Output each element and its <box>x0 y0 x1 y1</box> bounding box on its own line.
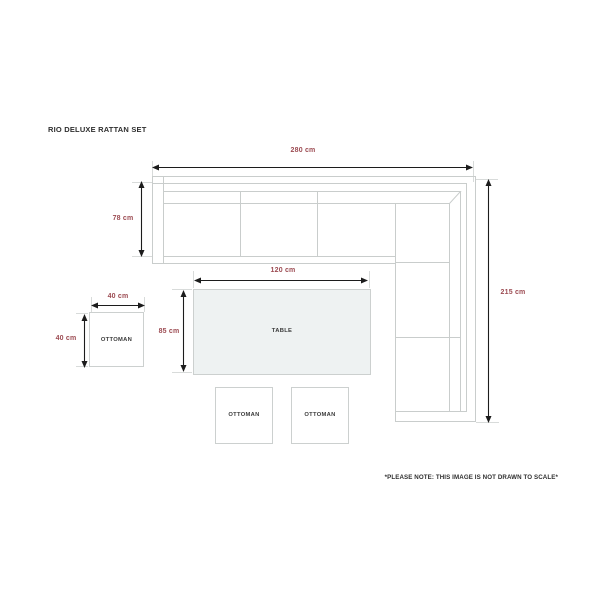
table-depth-dimension-label: 85 cm <box>158 328 180 335</box>
ottoman-depth-dimension-label: 40 cm <box>55 335 77 342</box>
table-width-dimension-label: 120 cm <box>270 267 296 274</box>
ottoman-bottom-left-label: OTTOMAN <box>228 412 260 418</box>
sofa-width-dimension-label: 280 cm <box>290 147 316 154</box>
not-to-scale-note: *PLEASE NOTE: THIS IMAGE IS NOT DRAWN TO SCALE* <box>384 474 558 481</box>
diagram-title: RIO DELUXE RATTAN SET <box>48 125 147 134</box>
table-label: TABLE <box>271 328 293 334</box>
sofa-length-dimension-label: 215 cm <box>500 289 526 296</box>
ottoman-side-label: OTTOMAN <box>100 337 133 343</box>
ottoman-bottom-right-label: OTTOMAN <box>304 412 336 418</box>
ottoman-width-dimension-label: 40 cm <box>107 293 129 300</box>
sofa-depth-dimension-label: 78 cm <box>112 215 134 222</box>
